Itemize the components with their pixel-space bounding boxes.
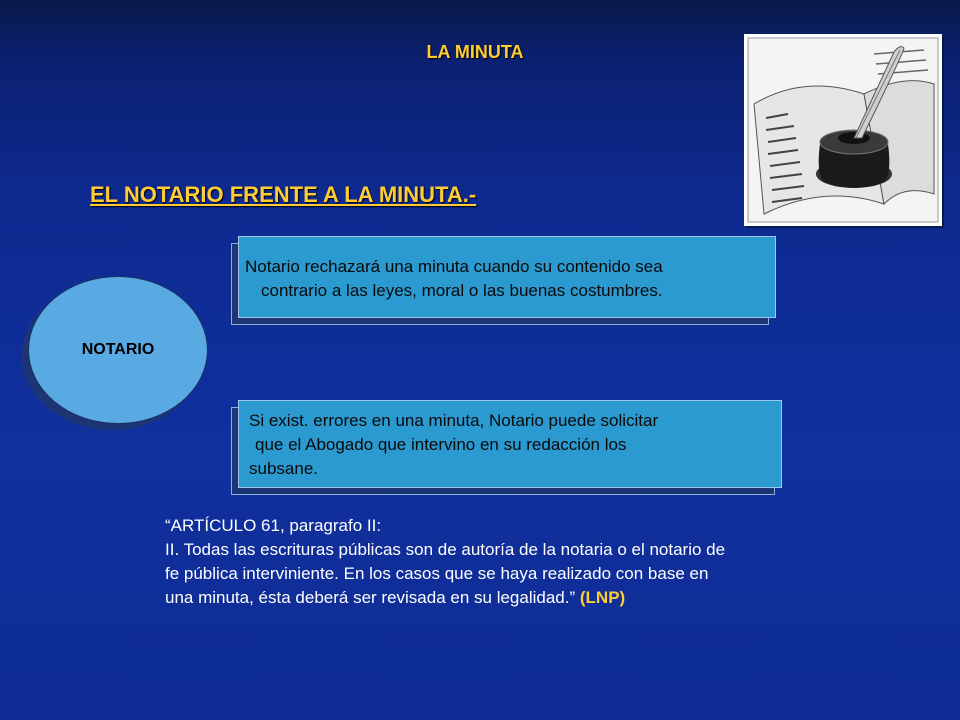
errors-box [238,400,782,488]
errors-line-2: que el Abogado que intervino en su redacción los [255,435,627,454]
rejection-line-1: Notario rechazará una minuta cuando su contenido sea [245,257,663,276]
errors-line-3: subsane. [249,459,318,478]
article-line-3-wrap [165,586,885,610]
errors-line-1: Si exist. errores en una minuta, Notario puede solicitar [249,411,659,430]
article-heading: “ARTÍCULO 61, paragrafo II: [165,516,382,535]
notario-label: NOTARIO [81,341,155,358]
notario-oval [28,276,208,424]
article-line-1: II. Todas las escrituras públicas son de autoría de la notaria o el notario de [165,540,726,559]
rejection-line-2: contrario a las leyes, moral o las buenas costumbres. [261,281,663,300]
subtitle: EL NOTARIO FRENTE A LA MINUTA.- [90,182,477,207]
slide-title: LA MINUTA [426,42,524,62]
article-quote [165,514,885,610]
rejection-box [238,236,776,318]
article-reference: (LNP) [579,588,626,607]
quill-inkwell-book-icon [744,34,942,226]
article-line-2: fe pública interviniente. En los casos que se haya realizado con base en [165,564,709,583]
article-line-3: una minuta, ésta deberá ser revisada en su legalidad.” [165,588,580,607]
